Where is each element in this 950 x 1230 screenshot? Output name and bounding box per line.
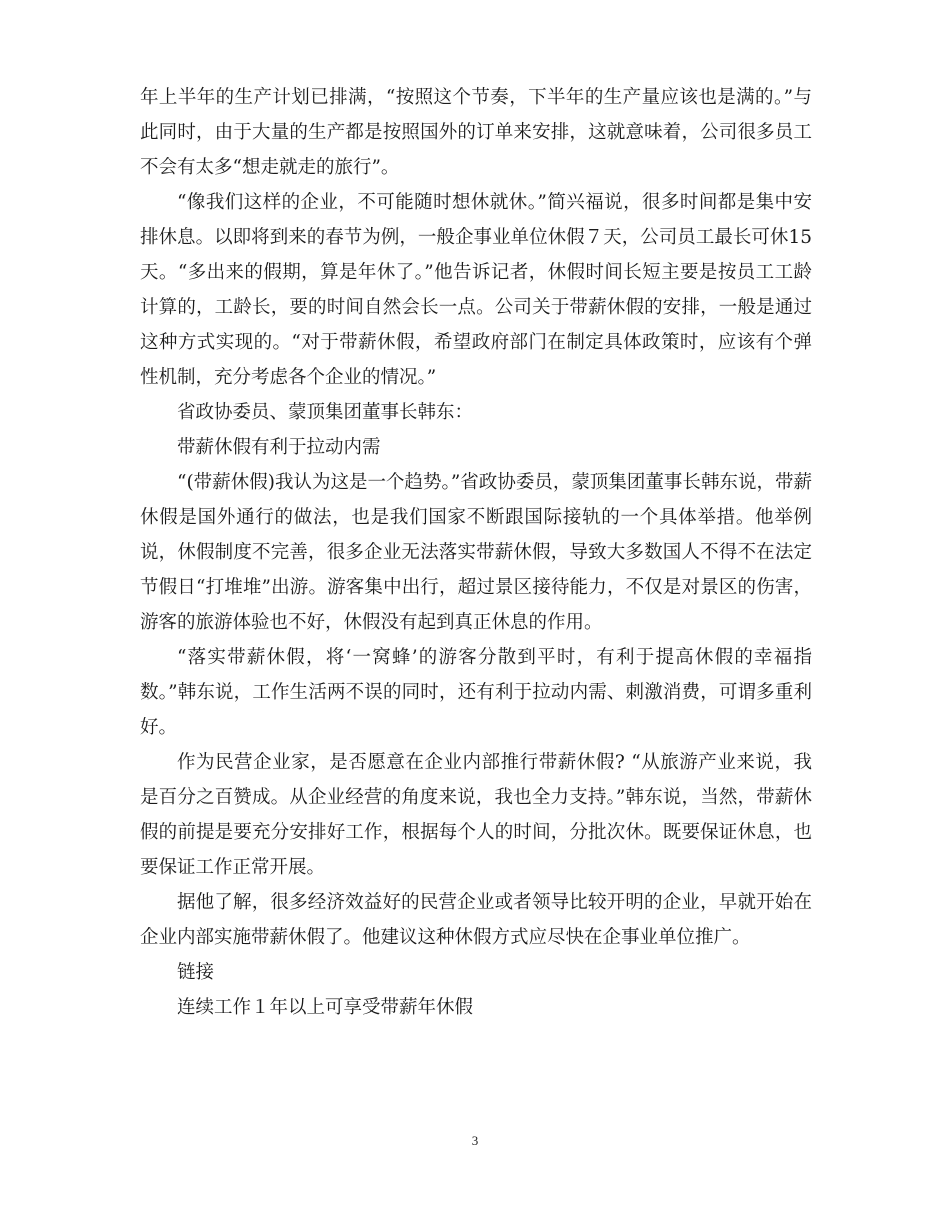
paragraph-2: “像我们这样的企业，不可能随时想休就休。”简兴福说，很多时间都是集中安排休息。以即将到来的春节为例，一般企事业单位休假７天，公司员工最长可休15天。“多出来的假期，算是年休了。”他告诉记者，休假时间长短主要是按员工工龄计算的，工龄长，要的时间自然会长一点。公司关于带薪休假的安排，一般是通过这种方式实现的。“对于带薪休假，希望政府部门在制定具体政策时，应该有个弹性机制，充分考虑各个企业的情况。” — [140, 192, 812, 388]
paragraph-5: “(带薪休假)我认为这是一个趋势。”省政协委员，蒙顶集团董事长韩东说，带薪休假是国外通行的做法，也是我们国家不断跟国际接轨的一个具体举措。他举例说，休假制度不完善，很多企业无法落实带薪休假，导致大多数国人不得不在法定节假日“打堆堆”出游。游客集中出行，超过景区接待能力，不仅是对景区的伤害，游客的旅游体验也不好，休假没有起到真正休息的作用。 — [140, 472, 812, 633]
document-body — [140, 80, 812, 1025]
paragraph-7: 作为民营企业家，是否愿意在企业内部推行带薪休假? “从旅游产业来说，我是百分之百赞成。从企业经营的角度来说，我也全力支持。”韩东说，当然，带薪休假的前提是要充分安排好工作，根据每个人的时间，分批次休。既要保证休息，也要保证工作正常开展。 — [140, 752, 812, 878]
page-number: 3 — [471, 1133, 479, 1148]
paragraph-9-link-heading: 链接 — [177, 962, 215, 983]
paragraph-8: 据他了解，很多经济效益好的民营企业或者领导比较开明的企业，早就开始在企业内部实施带薪休假了。他建议这种休假方式应尽快在企事业单位推广。 — [140, 892, 812, 948]
paragraph-3-subheading-speaker: 省政协委员、蒙顶集团董事长韩东： — [177, 402, 474, 423]
paragraph-4-subheading-title: 带薪休假有利于拉动内需 — [177, 437, 381, 458]
paragraph-10-link-title: 连续工作１年以上可享受带薪年休假 — [177, 997, 474, 1018]
paragraph-6: “落实带薪休假，将‘一窝蜂’的游客分散到平时，有利于提高休假的幸福指数。”韩东说，工作生活两不误的同时，还有利于拉动内需、刺激消费，可谓多重利好。 — [140, 647, 812, 738]
paragraph-1: 年上半年的生产计划已排满，“按照这个节奏，下半年的生产量应该也是满的。”与此同时，由于大量的生产都是按照国外的订单来安排，这就意味着，公司很多员工不会有太多“想走就走的旅行”。 — [140, 87, 812, 178]
